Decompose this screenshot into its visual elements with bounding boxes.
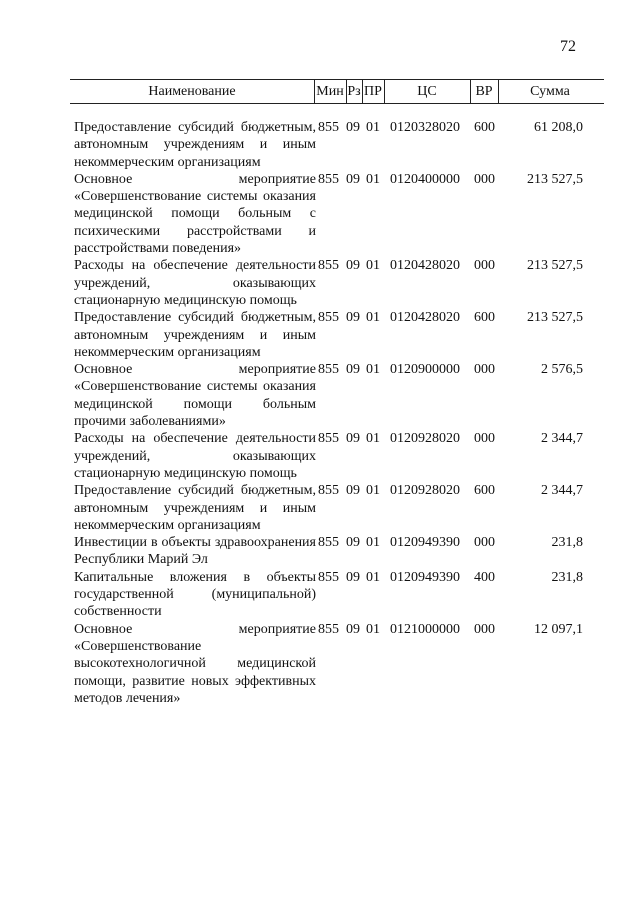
table-top-rule [70,79,604,80]
row-vr: 600 [474,120,495,135]
row-sum: 231,8 [551,535,583,551]
table-row [0,171,639,257]
row-min: 855 [318,171,339,187]
row-rz: 09 [346,310,360,326]
row-name: Предоставление субсидий бюджетным, автономным учреждениям и иным некоммерческим организациям [74,483,316,533]
row-vr: 400 [474,569,495,585]
row-vr: 000 [474,258,495,274]
row-cs: 0121000000 [390,621,460,637]
header-rz: Рз [347,84,361,99]
row-rz: 09 [346,483,360,499]
row-name: Предоставление субсидий бюджетным, автономным учреждениям и иным некоммерческим организациям [74,120,316,170]
row-name: Инвестиции в объекты здравоохранения Республики Марий Эл [74,535,316,568]
row-min: 855 [318,431,339,447]
row-vr: 000 [474,621,495,637]
header-min: Мин [316,84,344,99]
row-pr: 01 [366,569,380,585]
row-min: 855 [318,569,339,585]
row-pr: 01 [366,483,380,499]
row-pr: 01 [366,258,380,274]
row-vr: 000 [474,535,495,551]
row-cs: 0120949390 [390,569,460,585]
row-rz: 09 [346,258,360,274]
row-sum: 2 344,7 [541,431,583,447]
row-sum: 2 576,5 [541,362,583,378]
table-row [0,534,639,569]
row-sum: 231,8 [551,569,583,585]
row-rz: 09 [346,431,360,447]
row-name: Основное мероприятие «Совершенствование высокотехнологичной медицинской помощи, развитие новых эффективных методов лечения» [74,621,316,706]
row-vr: 600 [474,483,495,499]
header-pr: ПР [364,84,382,99]
row-sum: 213 527,5 [527,258,583,274]
row-vr: 000 [474,431,495,447]
table-body [0,119,639,707]
row-cs: 0120900000 [390,362,460,378]
row-pr: 01 [366,362,380,378]
row-rz: 09 [346,362,360,378]
table-row [0,309,639,361]
row-cs: 0120928020 [390,431,460,447]
row-cs: 0120428020 [390,258,460,274]
row-sum: 213 527,5 [527,310,583,326]
table-row [0,621,639,707]
row-rz: 09 [346,535,360,551]
row-name: Основное мероприятие «Совершенствование системы оказания медицинской помощи больным с психическими расстройствами и расстройствами поведения» [74,171,316,257]
row-rz: 09 [346,569,360,585]
row-cs: 0120949390 [390,535,460,551]
row-name: Расходы на обеспечение деятельности учреждений, оказывающих стационарную медицинскую помощь [74,431,316,481]
row-name: Расходы на обеспечение деятельности учреждений, оказывающих стационарную медицинскую помощь [74,258,316,308]
row-pr: 01 [366,120,380,135]
row-cs: 0120428020 [390,310,460,326]
header-vr: ВР [475,84,493,99]
row-min: 855 [318,120,339,135]
row-min: 855 [318,310,339,326]
row-sum: 12 097,1 [534,621,583,637]
header-cs: ЦС [417,84,437,99]
row-sum: 213 527,5 [527,171,583,187]
row-min: 855 [318,362,339,378]
row-cs: 0120928020 [390,483,460,499]
row-min: 855 [318,621,339,637]
row-pr: 01 [366,310,380,326]
table-row [0,361,639,430]
row-name: Основное мероприятие «Совершенствование системы оказания медицинской помощи больным прочими заболеваниями» [74,362,316,430]
header-sum: Сумма [530,84,570,99]
row-name: Предоставление субсидий бюджетным, автономным учреждениям и иным некоммерческим организациям [74,310,316,360]
row-pr: 01 [366,171,380,187]
row-rz: 09 [346,621,360,637]
row-min: 855 [318,258,339,274]
row-cs: 0120328020 [390,120,460,135]
table-row [0,569,639,621]
row-vr: 000 [474,362,495,378]
page-number: 72 [560,38,576,55]
row-pr: 01 [366,535,380,551]
row-name: Капитальные вложения в объекты государственной (муниципальной) собственности [74,569,316,620]
row-sum: 61 208,0 [534,120,583,135]
table-row [0,482,639,534]
row-vr: 000 [474,171,495,187]
row-pr: 01 [366,431,380,447]
row-vr: 600 [474,310,495,326]
table-header-rule [70,103,604,104]
header-name: Наименование [148,84,236,99]
row-sum: 2 344,7 [541,483,583,499]
table-row [0,257,639,309]
table-row [0,119,639,171]
row-rz: 09 [346,171,360,187]
row-min: 855 [318,535,339,551]
row-pr: 01 [366,621,380,637]
row-rz: 09 [346,120,360,135]
table-row [0,430,639,482]
row-min: 855 [318,483,339,499]
row-cs: 0120400000 [390,171,460,187]
